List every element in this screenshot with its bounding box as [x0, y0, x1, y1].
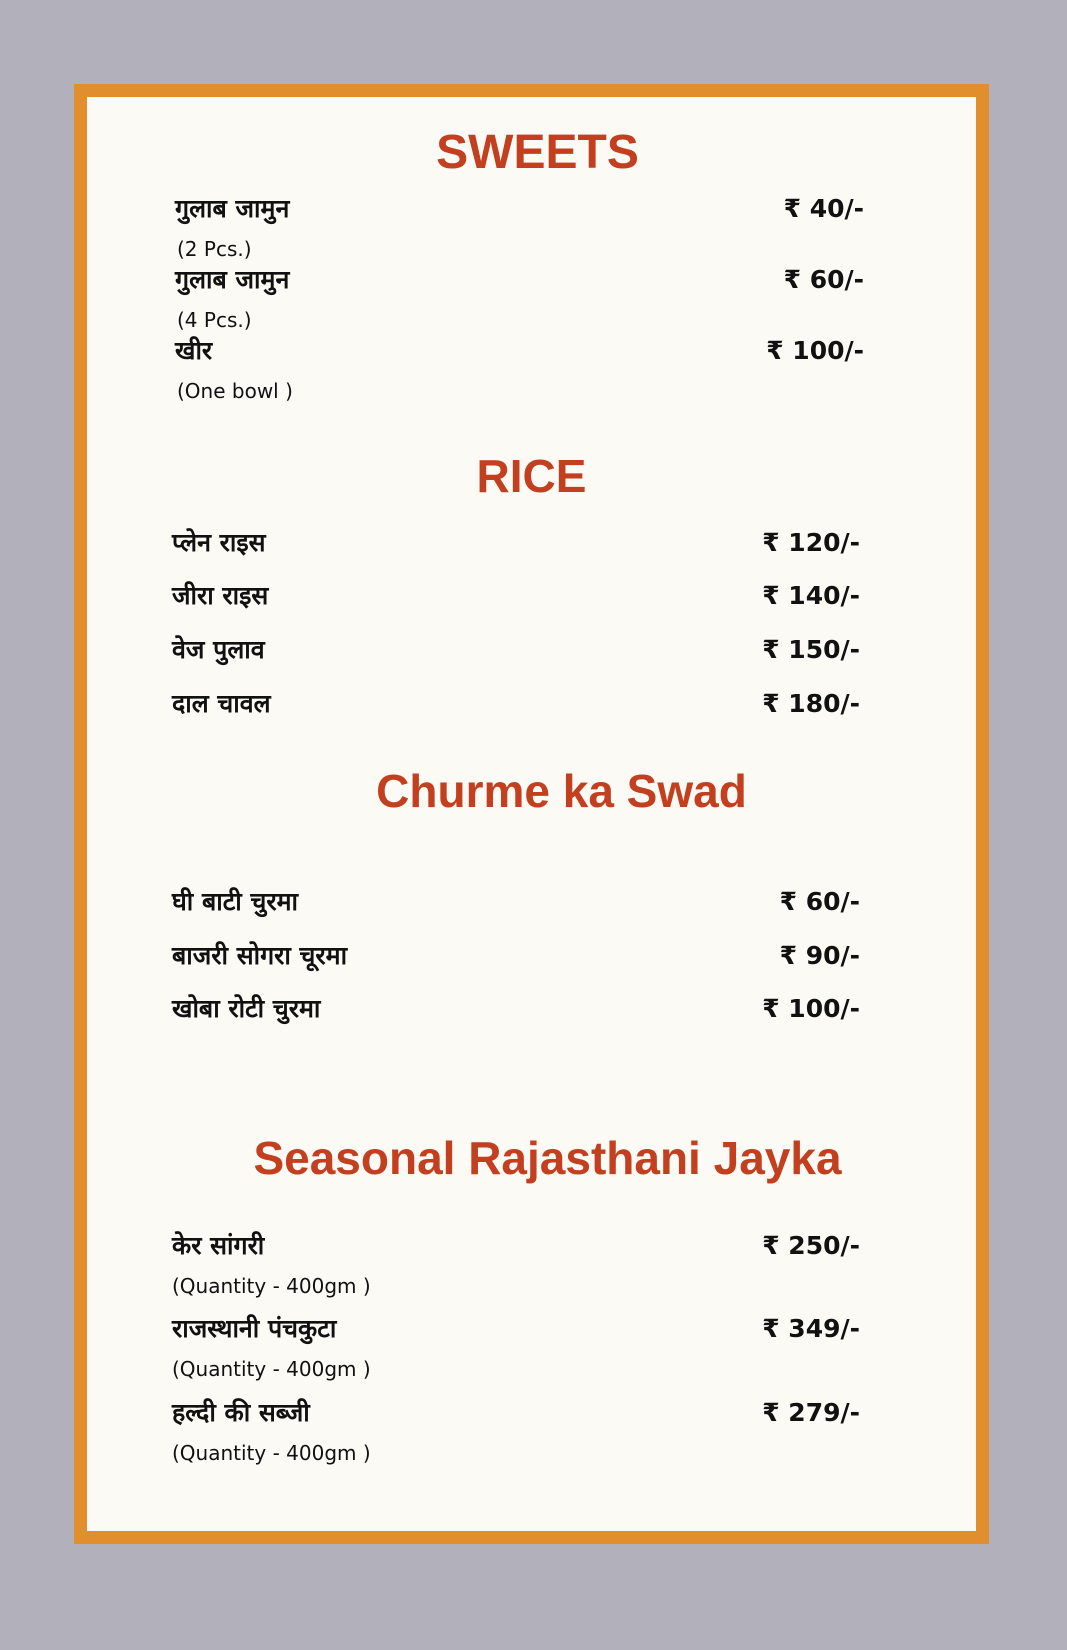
menu-item-name: प्लेन राइस — [172, 528, 266, 557]
section-title-churme-ka-swad: Churme ka Swad — [376, 765, 747, 817]
menu-item-price: ₹ 60/- — [779, 887, 860, 916]
menu-item-name: खोबा रोटी चुरमा — [172, 994, 321, 1023]
menu-item-name: घी बाटी चुरमा — [172, 887, 299, 916]
menu-item-name: गुलाब जामुन — [175, 265, 290, 294]
menu-item-name: केर सांगरी — [172, 1231, 265, 1260]
menu-item-name: राजस्थानी पंचकुटा — [172, 1314, 337, 1343]
menu-item-note: (4 Pcs.) — [177, 308, 252, 332]
menu-item-price: ₹ 100/- — [762, 994, 860, 1023]
menu-item-note: (2 Pcs.) — [177, 237, 252, 261]
menu-item-name: हल्दी की सब्जी — [172, 1398, 310, 1427]
menu-item-name: दाल चावल — [172, 689, 271, 718]
menu-item-price: ₹ 140/- — [762, 581, 860, 610]
menu-item-price: ₹ 100/- — [766, 336, 864, 365]
menu-item-note: (Quantity - 400gm ) — [172, 1441, 371, 1465]
menu-item-price: ₹ 250/- — [762, 1231, 860, 1260]
menu-item-name: बाजरी सोगरा चूरमा — [172, 941, 348, 970]
menu-item-note: (One bowl ) — [177, 379, 293, 403]
section-title-sweets: SWEETS — [436, 126, 639, 179]
menu-item-price: ₹ 279/- — [762, 1398, 860, 1427]
menu-item-note: (Quantity - 400gm ) — [172, 1357, 371, 1381]
menu-item-price: ₹ 150/- — [762, 635, 860, 664]
menu-item-note: (Quantity - 400gm ) — [172, 1274, 371, 1298]
menu-item-name: जीरा राइस — [172, 581, 269, 610]
section-title-seasonal-rajasthani-jayka: Seasonal Rajasthani Jayka — [253, 1132, 842, 1184]
menu-border-frame — [74, 84, 989, 1544]
menu-item-name: खीर — [175, 336, 213, 365]
menu-item-price: ₹ 90/- — [779, 941, 860, 970]
menu-item-price: ₹ 180/- — [762, 689, 860, 718]
menu-item-name: गुलाब जामुन — [175, 194, 290, 223]
section-title-rice: RICE — [476, 450, 587, 502]
menu-item-name: वेज पुलाव — [172, 635, 265, 664]
menu-item-price: ₹ 40/- — [783, 194, 864, 223]
menu-card — [87, 97, 976, 1531]
menu-item-price: ₹ 60/- — [783, 265, 864, 294]
menu-item-price: ₹ 349/- — [762, 1314, 860, 1343]
menu-item-price: ₹ 120/- — [762, 528, 860, 557]
